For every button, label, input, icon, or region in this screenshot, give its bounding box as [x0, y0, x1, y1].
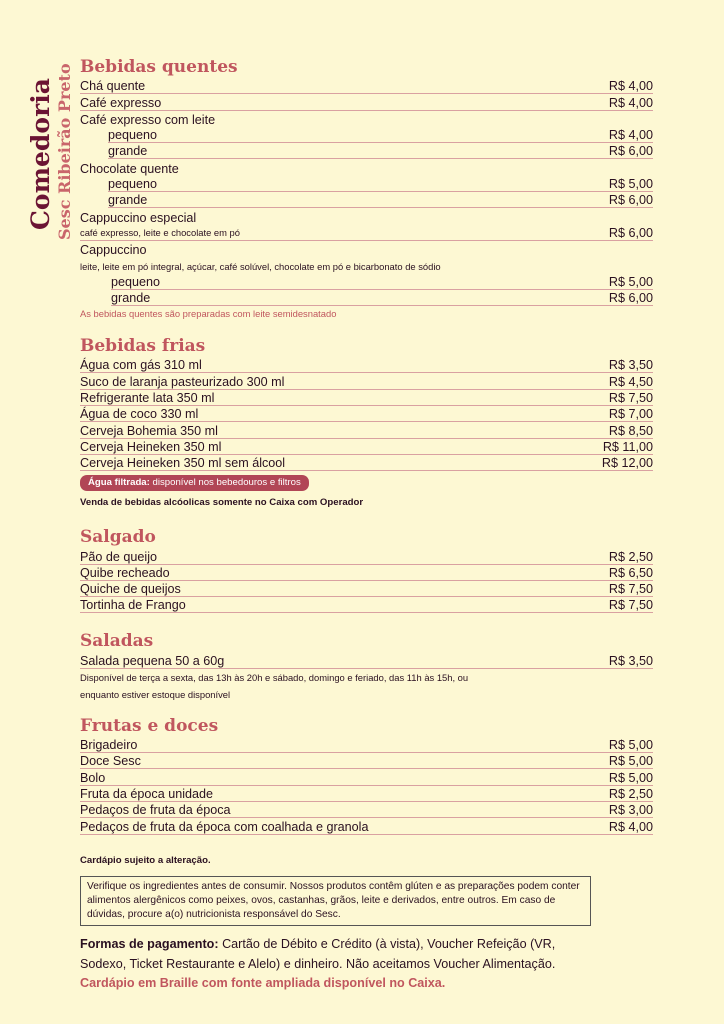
menu-item: [80, 818, 653, 834]
menu-item: [80, 406, 653, 422]
item-price: R$ 6,00: [601, 291, 653, 306]
menu-item: [80, 225, 653, 241]
menu-item: [80, 192, 653, 208]
menu-item: [80, 753, 653, 769]
item-price: R$ 6,50: [601, 566, 653, 581]
menu-item: [80, 422, 653, 438]
item-label: Pedaços de fruta da época com coalhada e granola: [80, 820, 601, 835]
item-price: R$ 5,00: [601, 754, 653, 769]
item-price: R$ 7,00: [601, 407, 653, 422]
menu-item: [80, 439, 653, 455]
section-title-bebidas-quentes: Bebidas quentes: [80, 57, 238, 77]
item-label: Suco de laranja pasteurizado 300 ml: [80, 375, 601, 390]
menu-item: [80, 127, 653, 143]
item-price: R$ 6,00: [601, 193, 653, 208]
menu-item: [80, 176, 653, 192]
water-label: Água filtrada:: [88, 477, 150, 489]
item-label: Quiche de queijos: [80, 582, 601, 597]
item-label: Refrigerante lata 350 ml: [80, 391, 601, 406]
brand: [28, 50, 78, 250]
item-price: R$ 6,00: [601, 144, 653, 159]
menu-content: [80, 56, 653, 990]
item-description: café expresso, leite e chocolate em pó: [80, 226, 601, 241]
menu-item: [80, 769, 653, 785]
item-price: R$ 8,50: [601, 424, 653, 439]
item-price: R$ 6,00: [601, 226, 653, 241]
item-label: Doce Sesc: [80, 754, 601, 769]
brand-name: Comedoria: [26, 78, 55, 230]
item-description-row: [80, 257, 653, 273]
menu-item: [80, 390, 653, 406]
item-label: Café expresso: [80, 96, 601, 111]
hot-drinks-note: As bebidas quentes são preparadas com leite semidesnatado: [80, 308, 337, 320]
menu-item: [80, 455, 653, 471]
menu-item: [80, 565, 653, 581]
item-label: Cerveja Heineken 350 ml sem álcool: [80, 456, 601, 471]
section-title-bebidas-frias: Bebidas frias: [80, 336, 206, 357]
item-price: R$ 5,00: [601, 275, 653, 290]
item-price: R$ 3,50: [601, 358, 653, 373]
item-price: R$ 3,00: [601, 803, 653, 818]
item-label: Fruta da época unidade: [80, 787, 601, 802]
item-label: Água de coco 330 ml: [80, 407, 601, 422]
menu-item-group: [80, 208, 653, 224]
item-label: Quibe recheado: [80, 566, 601, 581]
menu-item: [80, 737, 653, 753]
item-price: R$ 11,00: [602, 439, 653, 454]
section-title-frutas-doces: Frutas e doces: [80, 715, 219, 736]
menu-item: [80, 581, 653, 597]
cold-drinks-list: [80, 357, 653, 471]
section-title-saladas: Saladas: [80, 631, 154, 652]
item-label: Chocolate quente: [80, 161, 179, 176]
menu-item: [80, 78, 653, 94]
item-label: Brigadeiro: [80, 738, 601, 753]
item-label: Pedaços de fruta da época: [80, 803, 601, 818]
item-price: R$ 12,00: [601, 456, 653, 471]
item-price: R$ 4,00: [601, 96, 653, 111]
frutas-list: [80, 737, 653, 835]
item-size: grande: [108, 193, 601, 208]
menu-item: [80, 143, 653, 159]
item-label: Cappuccino especial: [80, 210, 197, 225]
item-price: R$ 5,00: [601, 771, 653, 786]
menu-item-group: [80, 241, 653, 257]
item-label: Cerveja Heineken 350 ml: [80, 440, 601, 455]
item-price: R$ 5,00: [601, 738, 653, 753]
menu-item-group: [80, 159, 653, 175]
item-price: R$ 4,00: [601, 79, 653, 94]
salgado-list: [80, 548, 653, 613]
item-price: R$ 4,50: [601, 375, 653, 390]
menu-item: [80, 274, 653, 290]
item-price: R$ 3,50: [601, 654, 653, 669]
item-label: Tortinha de Frango: [80, 598, 601, 613]
salad-availability: Disponível de terça a sexta, das 13h às 20h e sábado, domingo e feriado, das 11h às 15h, ou: [80, 671, 469, 683]
section-title-salgado: Salgado: [80, 527, 156, 548]
item-price: R$ 4,00: [601, 128, 653, 143]
allergen-warning: Verifique os ingredientes antes de consumir. Nossos produtos contêm glúten e as preparações podem conter alimentos alergênicos como peixes, ovos, castanhas, grãos, leite e derivados, entre outros. Em caso de dúvidas, procure a(o) nutricionista responsável do Sesc.: [80, 876, 591, 926]
menu-item: [80, 290, 653, 306]
menu-item: [80, 786, 653, 802]
brand-subtitle: Sesc Ribeirão Preto: [55, 63, 74, 240]
menu-item: [80, 652, 653, 668]
item-label: Pão de queijo: [80, 550, 601, 565]
item-label: Café expresso com leite: [80, 112, 216, 127]
item-label: Cappuccino: [80, 243, 147, 258]
item-label: Bolo: [80, 771, 601, 786]
item-label: Salada pequena 50 a 60g: [80, 654, 601, 669]
item-label: Chá quente: [80, 79, 601, 94]
item-price: R$ 4,00: [601, 820, 653, 835]
item-size: pequeno: [111, 275, 601, 290]
menu-item: [80, 94, 653, 110]
payment-text: Cartão de Débito e Crédito (à vista), Voucher Refeição (VR, Sodexo, Ticket Restaurante e Alelo) e dinheiro. Não aceitamos Voucher Alimentação.: [80, 936, 556, 971]
salad-availability-cont: enquanto estiver estoque disponível: [80, 688, 231, 700]
menu-item: [80, 357, 653, 373]
item-label: Água com gás 310 ml: [80, 358, 601, 373]
item-price: R$ 7,50: [601, 391, 653, 406]
item-size: pequeno: [108, 128, 601, 143]
payment-label: Formas de pagamento:: [80, 936, 219, 951]
braille-note: Cardápio em Braille com fonte ampliada disponível no Caixa.: [80, 975, 446, 990]
item-size: grande: [111, 291, 601, 306]
item-price: R$ 5,00: [601, 177, 653, 192]
item-description: leite, leite em pó integral, açúcar, café solúvel, chocolate em pó e bicarbonato de sódio: [80, 260, 441, 272]
item-size: pequeno: [108, 177, 601, 192]
water-text: disponível nos bebedouros e filtros: [152, 477, 301, 489]
alcohol-note: Venda de bebidas alcóolicas somente no Caixa com Operador: [80, 497, 364, 509]
menu-item: [80, 373, 653, 389]
menu-item: [80, 802, 653, 818]
item-price: R$ 7,50: [601, 598, 653, 613]
menu-item: [80, 597, 653, 613]
item-label: Cerveja Bohemia 350 ml: [80, 424, 601, 439]
payment-methods: [80, 934, 570, 974]
item-price: R$ 7,50: [601, 582, 653, 597]
water-badge: [80, 475, 309, 491]
menu-item: [80, 548, 653, 564]
item-price: R$ 2,50: [601, 787, 653, 802]
menu-item-group: [80, 111, 653, 127]
item-price: R$ 2,50: [601, 550, 653, 565]
menu-subject-note: Cardápio sujeito a alteração.: [80, 854, 211, 866]
item-size: grande: [108, 144, 601, 159]
